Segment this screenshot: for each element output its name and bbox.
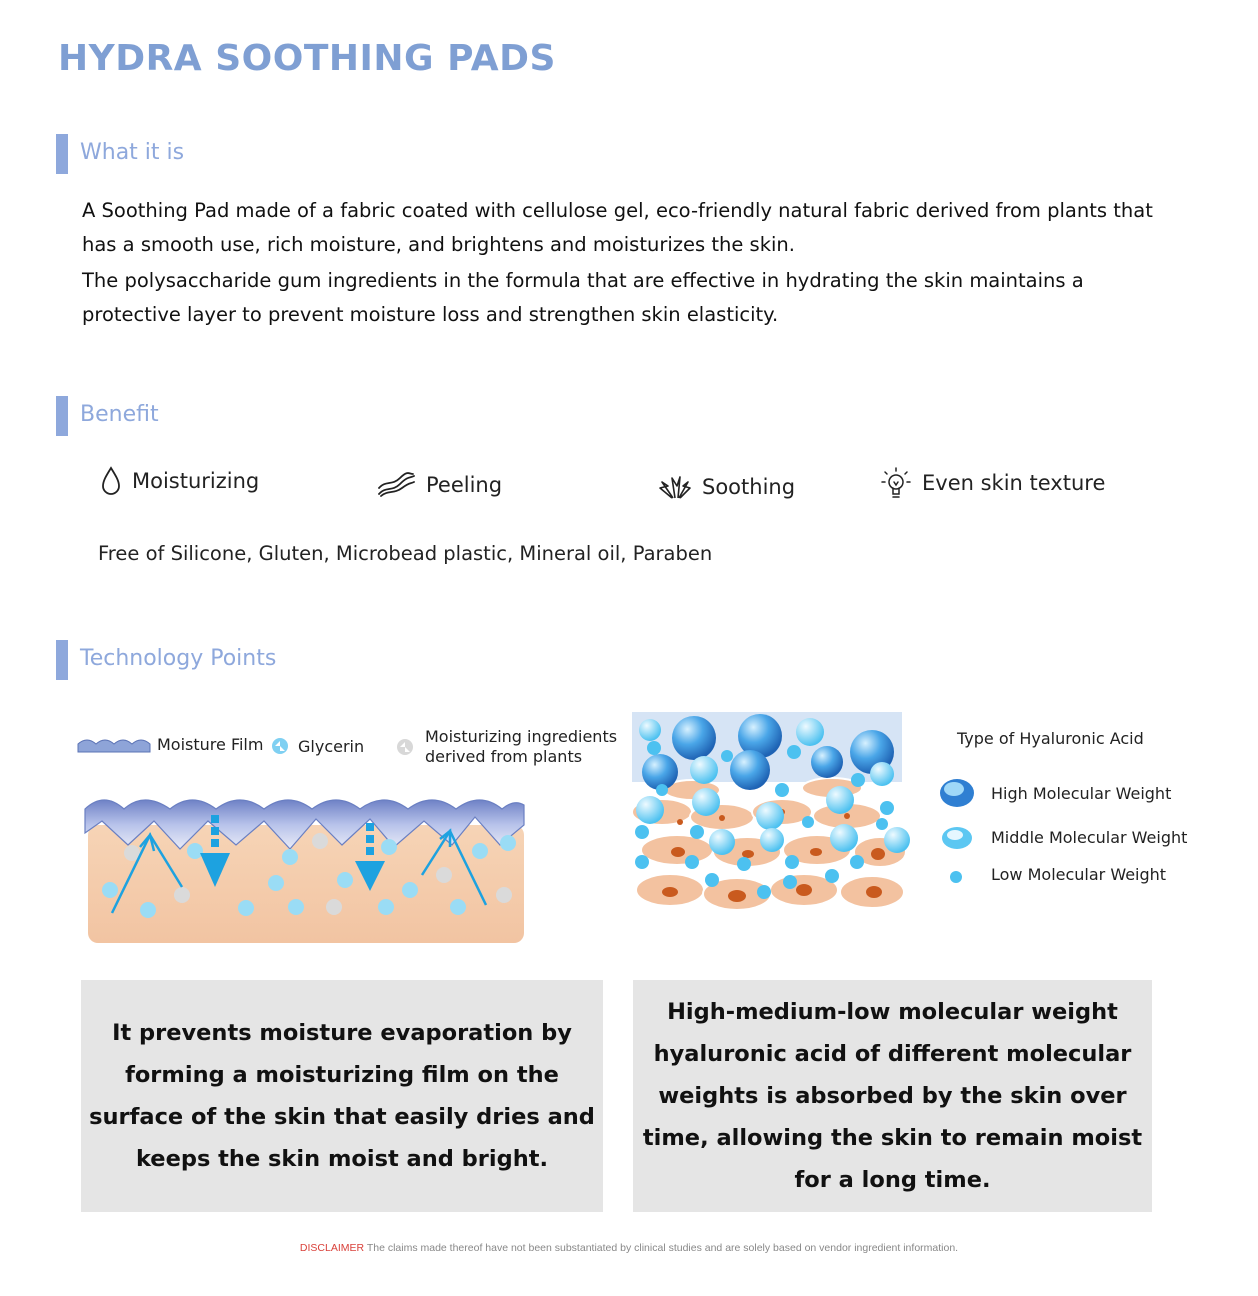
section-title-what-it-is: What it is — [80, 140, 185, 165]
explanation-line: High-medium-low molecular weight — [667, 999, 1118, 1025]
legend-plant-line-2: derived from plants — [425, 747, 583, 766]
legend-plant-line-1: Moisturizing ingredients — [425, 727, 618, 746]
benefit-soothing — [658, 474, 795, 500]
ha-legend-high: High Molecular Weight — [991, 784, 1172, 803]
explanation-line: surface of the skin that easily dries and — [89, 1104, 595, 1130]
waves-icon — [376, 472, 416, 498]
section-accent-bar — [56, 134, 68, 174]
hyaluronic-acid-diagram — [632, 712, 912, 927]
benefit-even-skin-texture — [880, 466, 1105, 500]
what-it-is-paragraph-2: The polysaccharide gum ingredients in the formula that are effective in hydrating the skin maintains a protective layer to prevent moisture loss and strengthen skin elasticity. — [82, 269, 1084, 326]
hyaluronic-explanation — [633, 980, 1152, 1212]
moisture-film-diagram — [80, 795, 530, 950]
legend-plant-ingredients — [425, 727, 617, 767]
glycerin-icon — [270, 736, 290, 756]
explanation-line: keeps the skin moist and bright. — [135, 1146, 549, 1172]
explanation-line: hyaluronic acid of different molecular — [653, 1041, 1132, 1067]
benefit-label: Peeling — [426, 473, 503, 497]
benefit-label: Even skin texture — [922, 471, 1106, 495]
section-title-benefit: Benefit — [80, 402, 159, 427]
legend-glycerin: Glycerin — [298, 737, 365, 756]
moisture-film-explanation — [81, 980, 603, 1212]
disclaimer — [0, 1242, 1258, 1254]
section-accent-bar — [56, 396, 68, 436]
moisture-film-icon — [76, 736, 152, 754]
high-weight-icon — [937, 776, 977, 810]
disclaimer-text: The claims made thereof have not been substantiated by clinical studies and are solely based on vendor ingredient information. — [366, 1242, 959, 1254]
ha-legend-low: Low Molecular Weight — [991, 865, 1167, 884]
section-accent-bar — [56, 640, 68, 680]
middle-weight-icon — [940, 825, 974, 851]
what-it-is-paragraph-1: A Soothing Pad made of a fabric coated with cellulose gel, eco-friendly natural fabric derived from plants that has a smooth use, rich moisture, and brightens and moisturizes the skin. — [82, 199, 1153, 256]
page-title: HYDRA SOOTHING PADS — [58, 38, 556, 79]
explanation-line: weights is absorbed by the skin over — [658, 1083, 1127, 1109]
benefit-label: Moisturizing — [132, 469, 260, 493]
benefit-peeling — [376, 472, 502, 498]
explanation-line: time, allowing the skin to remain moist — [642, 1125, 1143, 1151]
benefit-moisturizing — [100, 466, 259, 496]
leaf-icon — [658, 474, 692, 500]
ha-legend-title: Type of Hyaluronic Acid — [957, 729, 1144, 748]
explanation-line: It prevents moisture evaporation by — [112, 1020, 572, 1046]
low-weight-icon — [948, 870, 964, 884]
lightbulb-icon — [880, 466, 912, 500]
legend-moisture-film: Moisture Film — [157, 735, 264, 754]
explanation-line: for a long time. — [794, 1167, 991, 1193]
free-of-list: Free of Silicone, Gluten, Microbead plastic, Mineral oil, Paraben — [98, 542, 713, 565]
explanation-line: forming a moisturizing film on the — [125, 1062, 559, 1088]
droplet-icon — [100, 466, 122, 496]
ha-legend-middle: Middle Molecular Weight — [991, 828, 1188, 847]
section-title-technology: Technology Points — [80, 646, 277, 671]
plant-ingredient-icon — [395, 737, 415, 757]
benefit-label: Soothing — [702, 475, 796, 499]
disclaimer-label: DISCLAIMER — [299, 1242, 365, 1254]
